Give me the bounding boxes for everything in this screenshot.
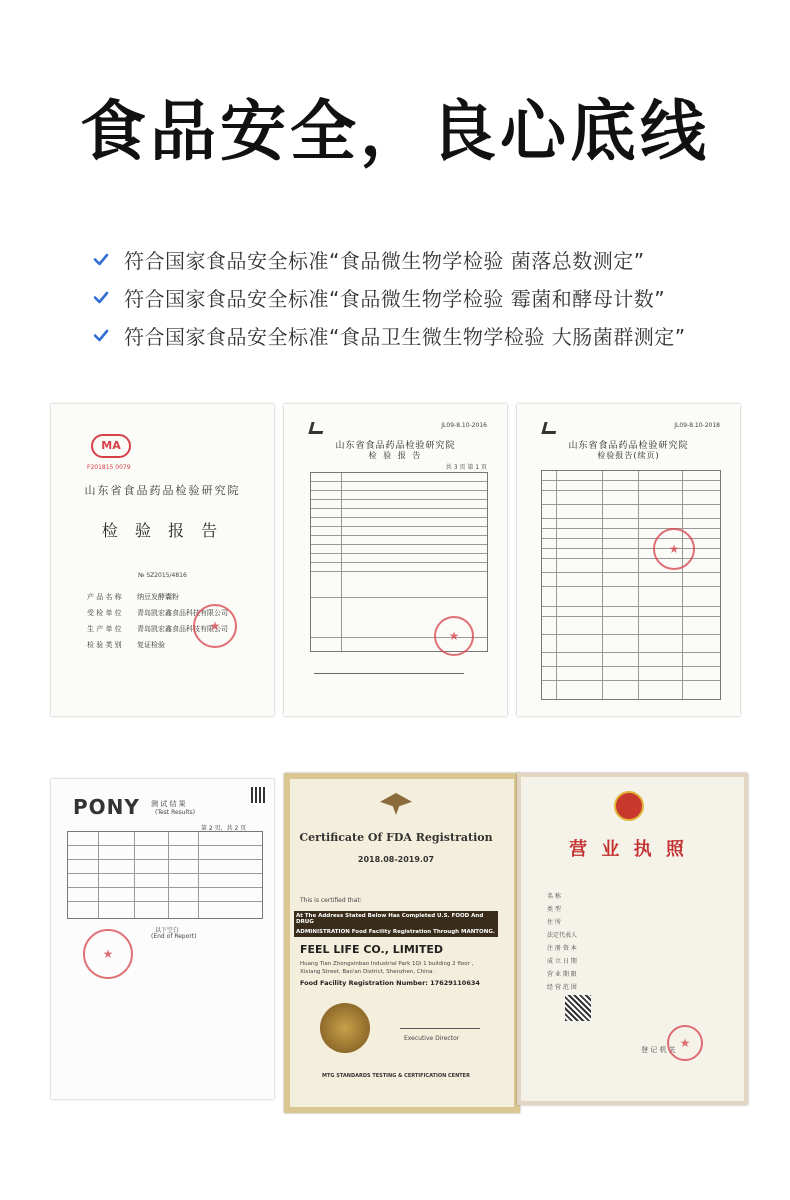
institute-name: 山东省食品药品检验研究院 <box>568 441 689 451</box>
license-title: 营 业 执 照 <box>569 839 688 860</box>
registration-number: Food Facility Registration Number: 17629110634 <box>300 979 480 987</box>
certificate-title: Certificate Of FDA Registration <box>299 831 493 844</box>
compliance-text: 符合国家食品安全标准“食品微生物学检验 菌落总数测定” <box>124 248 645 273</box>
signature <box>400 1019 480 1029</box>
page-headline: 食品安全，良心底线 <box>80 93 710 170</box>
agency-logo-icon <box>541 422 558 434</box>
pony-logo: PONY <box>73 795 140 819</box>
list-item <box>92 316 686 354</box>
certificate-line-1: At The Address Stated Below Has Completed U.S. FOOD And DRUG <box>294 911 498 927</box>
pony-test-results-image[interactable]: PONY 测 试 结 果 (Test Results) 第 2 页，共 2 页 以下空白 (End of Report) ★ <box>51 779 274 1099</box>
compliance-list <box>92 240 686 354</box>
test-report-page-image[interactable]: JL09-8.10-2016 山东省食品药品检验研究院 检 验 报 告 共 3 页 第 1 页 ★ <box>284 404 507 716</box>
qr-code-icon <box>565 995 591 1021</box>
results-table <box>541 470 721 700</box>
results-table <box>67 831 263 919</box>
cma-logo: MA <box>91 434 131 458</box>
national-emblem-icon <box>614 791 644 821</box>
eagle-emblem-icon <box>380 793 412 815</box>
report-fields: 产 品 名 称 纳豆发酵囊粉 受 检 单 位 青岛凯宏鑫食品科技有限公司 生 产 单 位 青岛凯宏鑫食品科技有限公司 检 验 类 别 复证检验 <box>87 593 228 649</box>
certificate-period: 2018.08-2019.07 <box>357 855 435 864</box>
signature <box>314 666 464 674</box>
certificate-line-2: ADMINISTRATION Food Facility Registration Through MANTONG. <box>294 927 498 937</box>
institute-name: 山东省食品药品检验研究院 <box>335 441 456 451</box>
compliance-text: 符合国家食品安全标准“食品微生物学检验 霉菌和酵母计数” <box>124 286 666 311</box>
check-icon <box>92 326 110 344</box>
results-heading: 测 试 结 果 <box>151 800 186 808</box>
red-seal-icon <box>83 929 133 979</box>
business-license-image[interactable]: 营 业 执 照 名 称 类 型 住 所 法定代表人 注 册 资 本 成 立 日 期 营 业 期 限 经 营 范 围 登 记 机 关 ★ <box>517 773 748 1105</box>
compliance-text: 符合国家食品安全标准“食品卫生微生物学检验 大肠菌群测定” <box>124 324 686 349</box>
red-seal-icon <box>434 616 474 656</box>
list-item <box>92 278 686 316</box>
institute-name: 山东省食品药品检验研究院 <box>84 484 241 497</box>
report-number: № SZ2015/4816 <box>138 572 187 579</box>
report-title: 检 验 报 告 <box>101 521 224 540</box>
certificate-footer: MTG STANDARDS TESTING & CERTIFICATION CENTER <box>322 1073 470 1079</box>
fda-certificate-image[interactable]: Certificate Of FDA Registration 2018.08-2019.07 This is certified that: At The Address Stated Below Has Completed U.S. FOOD And DRUG ADMINISTRATION Food Facility Registration Through MANTONG. FEEL LIFE CO., LIMITED Huang Tian Zhongxinbao Industrial Park 1Qi 1 building 2 floor , Xixiang Street, Bao'an District, Shenzhen, China. Food Facility Registration Number: 17629110634 Executive Director MTG STANDARDS TESTING & CERTIFICATION CENTER <box>284 773 520 1113</box>
red-seal-icon <box>653 528 695 570</box>
license-fields: 名 称 类 型 住 所 法定代表人 注 册 资 本 成 立 日 期 营 业 期 限 经 营 范 围 <box>547 893 578 991</box>
company-name: FEEL LIFE CO., LIMITED <box>300 943 443 956</box>
check-icon <box>92 250 110 268</box>
red-seal-icon <box>193 604 237 648</box>
red-seal-icon <box>667 1025 703 1061</box>
qr-code-icon <box>251 787 267 803</box>
list-item <box>92 240 686 278</box>
gold-seal-icon <box>320 1003 370 1053</box>
test-report-continued-image[interactable]: JL09-8.10-2018 山东省食品药品检验研究院 检验报告(续页) ★ <box>517 404 740 716</box>
report-title: 检 验 报 告 <box>368 451 423 460</box>
test-report-cover-image[interactable]: MA F201815 0079 山东省食品药品检验研究院 检 验 报 告 № SZ2015/4816 产 品 名 称 纳豆发酵囊粉 受 检 单 位 青岛凯宏鑫食品科技有限公司 生 产 单 位 青岛凯宏鑫食品科技有限公司 检 验 类 别 复证检验 ★ <box>51 404 274 716</box>
report-title: 检验报告(续页) <box>597 451 660 460</box>
agency-logo-icon <box>308 422 325 434</box>
check-icon <box>92 288 110 306</box>
